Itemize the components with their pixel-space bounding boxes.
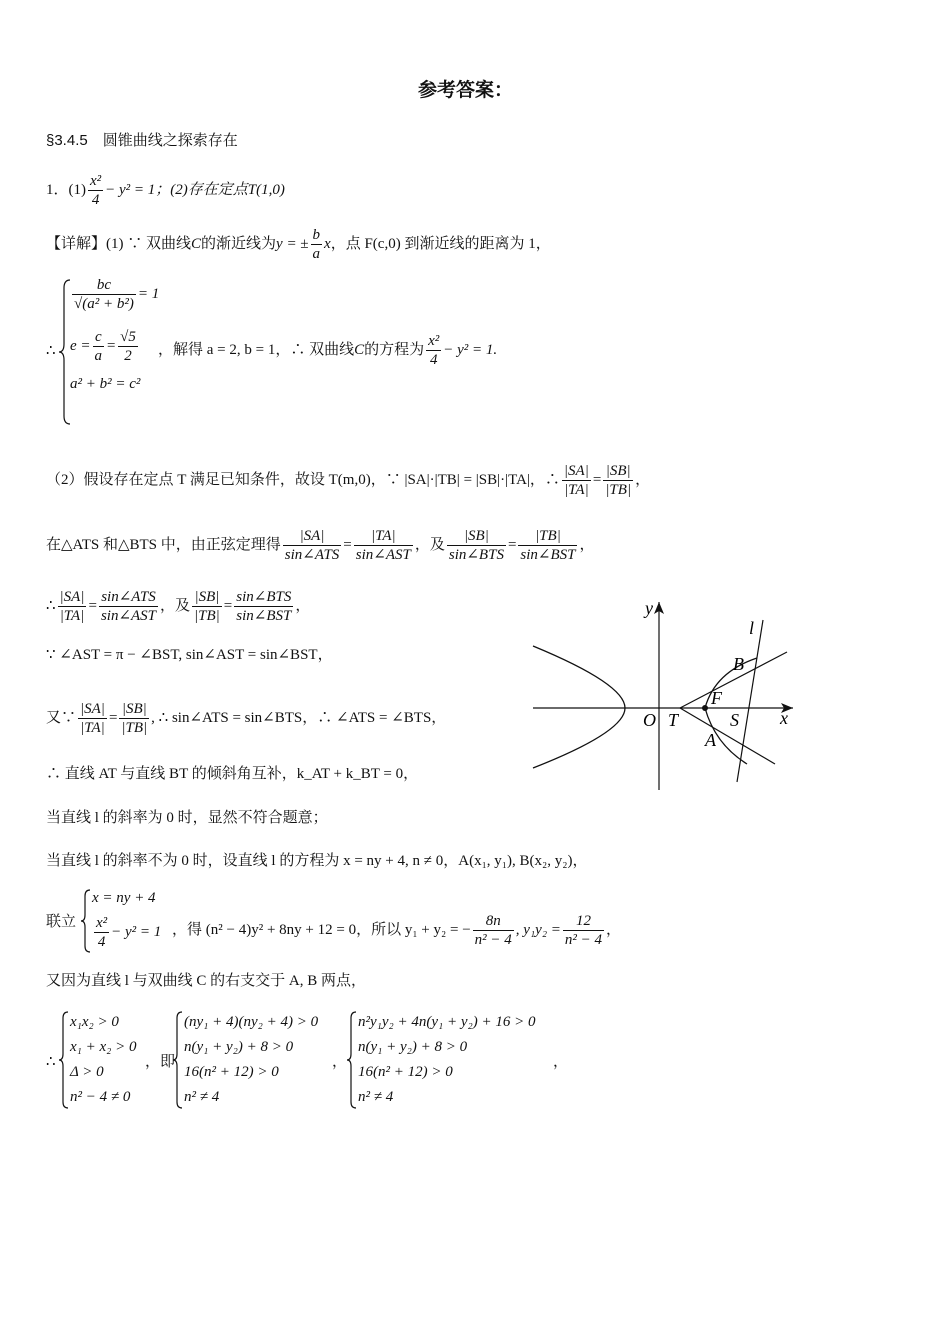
system1-result: ，解得 a = 2, b = 1，∴ 双曲线C的方程为 $\frac{\text{x²}}{4}$ − y² = 1. (158, 333, 498, 368)
line-l (737, 620, 763, 782)
part2-line-6: ∴ 直线 AT 与直线 BT 的倾斜角互补，k_AT + k_BT = 0， (46, 766, 419, 782)
label-B: B (733, 654, 744, 674)
ray-TA (680, 708, 775, 764)
conditions-brace-1 (58, 1010, 70, 1110)
conditions-sep: ， (332, 1054, 348, 1070)
cond3-row-1: n²y₁y₂ + 4n(y₁ + y₂) + 16 > 0 (358, 1014, 536, 1030)
answer-fraction: $\frac{\text{x²}}{4}$ (90, 173, 102, 208)
conditions-ji: ，即 (145, 1054, 176, 1070)
detail-fraction: $\frac{b}{a}$ (312, 227, 321, 262)
part2-line-3: ∴ $\frac{|SA|}{|TA|}$ = $\frac{\text{sin∠ATS}}{\text{sin∠AST}}$ ，及 $\frac{|SB|}{|TB|}$ = $\frac{\text{sin∠BTS}}{\text{sin∠BST}}$ ， (46, 589, 311, 624)
system1-therefore: ∴ (46, 343, 56, 359)
cond2-row-1: (ny₁ + 4)(ny₂ + 4) > 0 (184, 1014, 319, 1030)
part2-line-4: ∵ ∠AST = π − ∠BST, sin∠AST = sin∠BST， (46, 647, 333, 663)
detail-x: x (324, 235, 331, 252)
hyperbola-left-branch (533, 646, 625, 768)
detail-line (46, 226, 551, 263)
label-O: O (643, 710, 656, 730)
cond3-row-4: n² ≠ 4 (358, 1089, 394, 1105)
part2-line-5: 又∵ $\frac{|SA|}{|TA|}$ = $\frac{|SB|}{|TB|}$ , ∴ sin∠ATS = sin∠BTS，∴ ∠ATS = ∠BTS， (46, 701, 447, 736)
answer-point: T(1,0) (247, 181, 285, 198)
cond2-row-2: n(y₁ + y₂) + 8 > 0 (184, 1039, 294, 1055)
label-A: A (705, 730, 716, 750)
label-x: x (780, 708, 788, 728)
part2-line-8: 当直线 l 的斜率不为 0 时，设直线 l 的方程为 x = ny + 4, n ≠ 0，A(x₁, y₁), B(x₂, y₂)， (46, 853, 588, 869)
conditions-brace-3 (346, 1010, 358, 1110)
detail-curve-name: C (191, 235, 202, 252)
answer-line-1 (46, 172, 285, 209)
hyperbola-figure (525, 596, 805, 796)
system1-row-1: $\frac{bc}{\text{√(a² + b²)}}$ = 1 (74, 277, 160, 312)
detail-asymptote: y = ± (276, 235, 309, 252)
cond3-row-2: n(y₁ + y₂) + 8 > 0 (358, 1039, 468, 1055)
conditions-end: ， (553, 1054, 569, 1070)
label-y: y (645, 598, 653, 618)
conditions-brace-2 (172, 1010, 184, 1110)
system2-row-1: x = ny + 4 (92, 890, 156, 906)
part2-line-9: ，得 (n² − 4)y² + 8ny + 12 = 0，所以 y₁ + y₂ = − $\frac{8n}{\text{n² − 4}}$ , y₁y₂ = $\frac{12}{\text{n² − 4}}$ ， (172, 913, 622, 948)
part2-line-1: （2）假设存在定点 T 满足已知条件，故设 T(m,0)，∵ |SA|·|TB| = |SB|·|TA|，∴ $\frac{|SA|}{|TA|}$ = $\frac{|SB|}{|TB|}$ ， (46, 463, 651, 498)
cond1-row-1: x₁x₂ > 0 (70, 1014, 119, 1030)
system2-row-2: $\frac{\text{x²}}{4}$ − y² = 1 (96, 915, 162, 950)
part2-line-9-lead: 联立 (46, 914, 77, 930)
detail-tail: ，点 F(c,0) 到渐近线的距离为 1， (330, 235, 551, 252)
focus-point (702, 705, 708, 711)
cond1-row-3: Δ > 0 (70, 1064, 104, 1080)
cond3-row-3: 16(n² + 12) > 0 (358, 1064, 453, 1080)
label-T: T (668, 710, 679, 730)
part2-line-10: 又因为直线 l 与双曲线 C 的右支交于 A, B 两点， (46, 973, 367, 989)
section-heading: §3.4.5 圆锥曲线之探索存在 (46, 132, 238, 149)
label-S: S (730, 710, 739, 730)
answer-lead: 1．(1) (46, 181, 86, 198)
label-F: F (711, 688, 722, 708)
detail-mid: 的渐近线为 (201, 235, 277, 252)
system2-brace (80, 888, 92, 954)
cond1-row-4: n² − 4 ≠ 0 (70, 1089, 131, 1105)
system1-row-2: e = $\frac{c}{a}$ = $\frac{√5}{2}$ (70, 329, 136, 364)
detail-prefix: 【详解】(1) ∵ 双曲线 (46, 235, 191, 252)
conditions-therefore: ∴ (46, 1054, 56, 1070)
answer-eq-tail: − y² = 1；(2)存在定点 (105, 181, 248, 198)
part2-line-7: 当直线 l 的斜率为 0 时，显然不符合题意； (46, 810, 328, 826)
cond2-row-4: n² ≠ 4 (184, 1089, 220, 1105)
label-l: l (749, 618, 755, 638)
cond1-row-2: x₁ + x₂ > 0 (70, 1039, 137, 1055)
system1-row-3: a² + b² = c² (70, 376, 141, 392)
part2-line-2: 在△ATS 和△BTS 中，由正弦定理得 $\frac{|SA|}{\text{sin∠ATS}}$ = $\frac{|TA|}{\text{sin∠AST}}$ ，及 $\frac{|SB|}{\text{sin∠BTS}}$ = $\frac{|TB|}{\text{sin∠BST}}$ ， (46, 528, 595, 563)
cond2-row-3: 16(n² + 12) > 0 (184, 1064, 279, 1080)
page-title: 参考答案： (418, 79, 514, 101)
